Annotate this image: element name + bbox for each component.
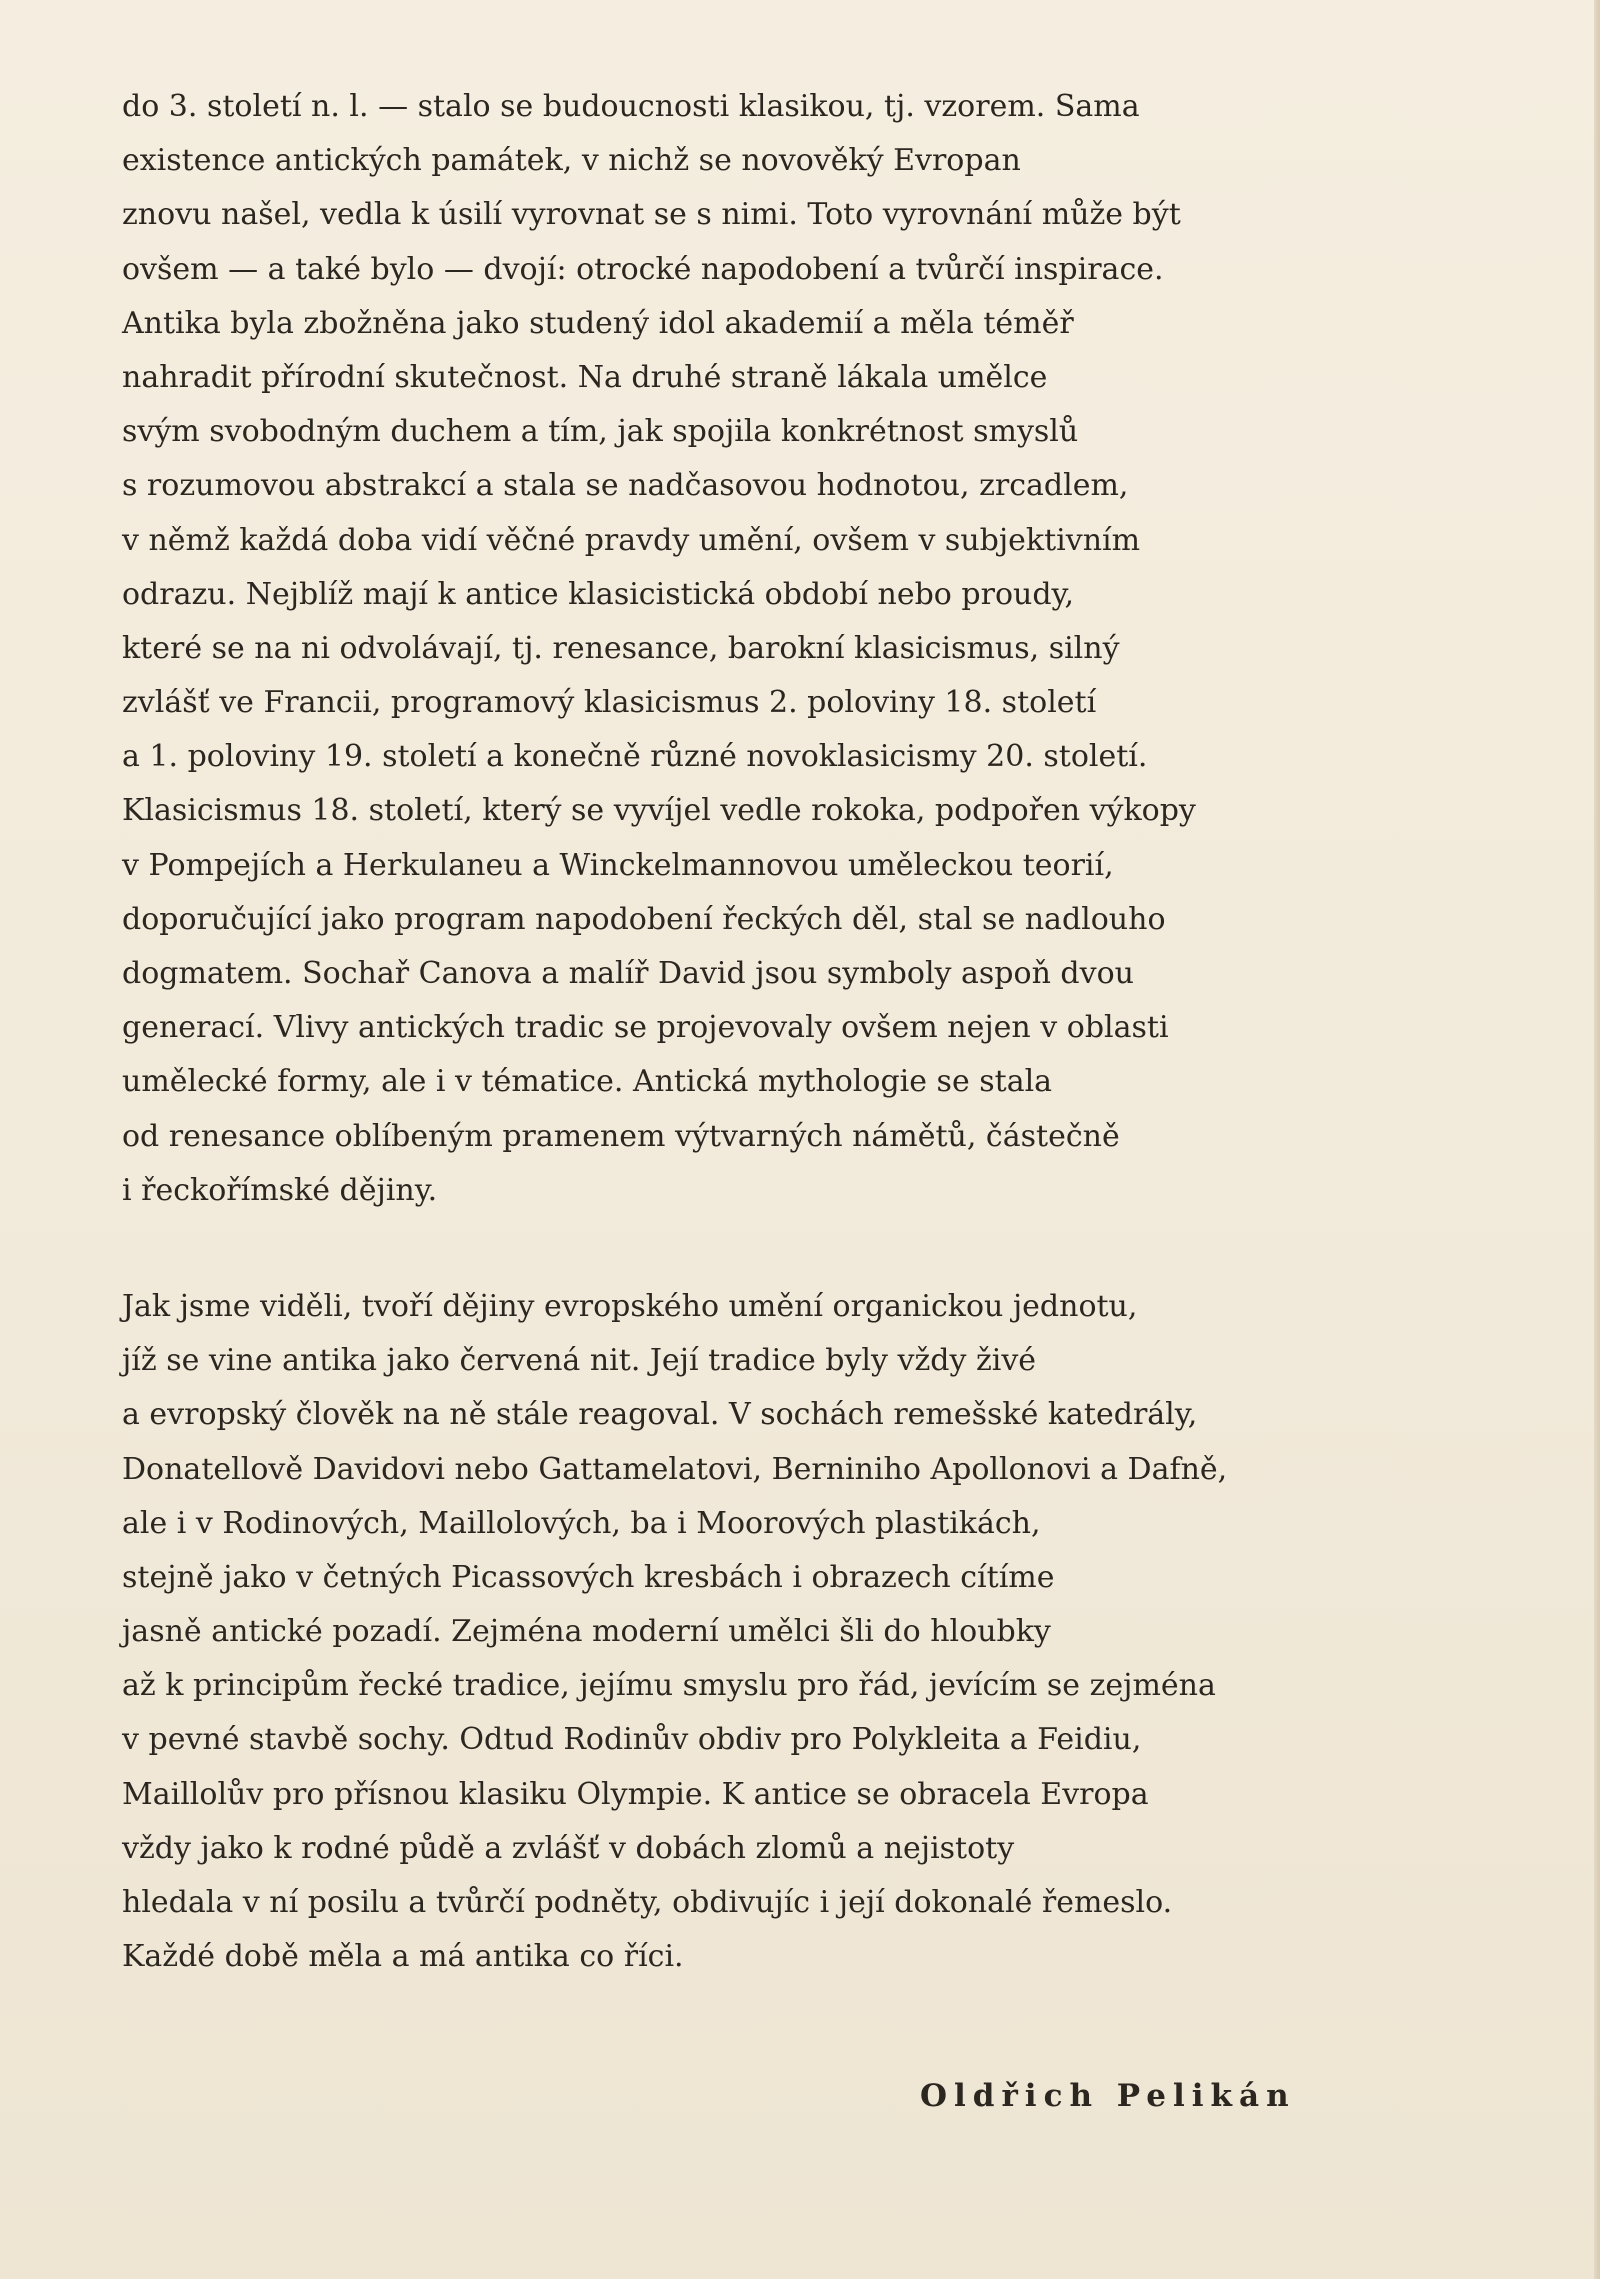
text-line: které se na ni odvolávají, tj. renesance, barokní klasicismus, silný <box>122 630 1120 666</box>
text-line: hledala v ní posilu a tvůrčí podněty, obdivujíc i její dokonalé řemeslo. <box>122 1885 1173 1920</box>
paragraph-gap <box>122 1218 1522 1280</box>
text-line: s rozumovou abstrakcí a stala se nadčasovou hodnotou, zrcadlem, <box>122 468 1129 504</box>
text-line: i řeckořímské dějiny. <box>122 1172 438 1208</box>
text-line: generací. Vlivy antických tradic se projevovaly ovšem nejen v oblasti <box>122 1010 1169 1046</box>
text-line: v Pompejích a Herkulaneu a Winckelmannovou uměleckou teorií, <box>122 847 1114 883</box>
text-line: svým svobodným duchem a tím, jak spojila konkrétnost smyslů <box>122 414 1079 450</box>
text-line: a evropský člověk na ně stále reagoval. V sochách remešské katedrály, <box>122 1397 1198 1433</box>
text-line: Klasicismus 18. století, který se vyvíjel vedle rokoka, podpořen výkopy <box>122 793 1196 829</box>
text-line: nahradit přírodní skutečnost. Na druhé straně lákala umělce <box>122 359 1048 395</box>
text-line: od renesance oblíbeným pramenem výtvarných námětů, částečně <box>122 1118 1120 1154</box>
text-line: ale i v Rodinových, Maillolových, ba i Moorových plastikách, <box>122 1505 1041 1541</box>
text-line: ovšem — a také bylo — dvojí: otrocké napodobení a tvůrčí inspirace. <box>122 251 1164 287</box>
text-line: Maillolův pro přísnou klasiku Olympie. K antice se obracela Evropa <box>122 1776 1149 1812</box>
text-line: Každé době měla a má antika co říci. <box>122 1939 684 1975</box>
text-line: znovu našel, vedla k úsilí vyrovnat se s nimi. Toto vyrovnání může být <box>122 197 1181 233</box>
text-line: zvlášť ve Francii, programový klasicismus 2. poloviny 18. století <box>122 685 1097 721</box>
text-line: jasně antické pozadí. Zejména moderní umělci šli do hloubky <box>122 1614 1051 1650</box>
text-line: vždy jako k rodné půdě a zvlášť v dobách zlomů a nejistoty <box>122 1830 1015 1866</box>
text-line: v pevné stavbě sochy. Odtud Rodinův obdiv pro Polykleita a Feidiu, <box>122 1722 1142 1758</box>
text-line: existence antických památek, v nichž se novověký Evropan <box>122 143 1021 179</box>
text-line: jíž se vine antika jako červená nit. Její tradice byly vždy živé <box>122 1343 1037 1379</box>
text-line: v němž každá doba vidí věčné pravdy umění, ovšem v subjektivním <box>122 522 1141 558</box>
paragraph-2 <box>122 1280 1522 1984</box>
text-line: dogmatem. Sochař Canova a malíř David jsou symboly aspoň dvou <box>122 956 1134 991</box>
text-line: až k principům řecké tradice, jejímu smyslu pro řád, jevícím se zejména <box>122 1668 1216 1704</box>
body-text <box>122 80 1522 1984</box>
text-line: Jak jsme viděli, tvoří dějiny evropského umění organickou jednotu, <box>122 1288 1138 1324</box>
text-line: Donatellově Davidovi nebo Gattamelatovi, Berniniho Apollonovi a Dafně, <box>122 1451 1228 1487</box>
text-line: do 3. století n. l. — stalo se budoucnosti klasikou, tj. vzorem. Sama <box>122 89 1140 124</box>
author-signature: Oldřich Pelikán <box>920 2078 1296 2114</box>
text-line: stejně jako v četných Picassových kresbách i obrazech cítíme <box>122 1559 1055 1595</box>
text-line: a 1. poloviny 19. století a konečně různé novoklasicismy 20. století. <box>122 739 1148 775</box>
page-edge <box>1594 0 1600 2279</box>
text-line: umělecké formy, ale i v tématice. Antická mythologie se stala <box>122 1064 1053 1100</box>
text-line: Antika byla zbožněna jako studený idol akademií a měla téměř <box>122 305 1074 341</box>
text-line: odrazu. Nejblíž mají k antice klasicistická období nebo proudy, <box>122 576 1075 612</box>
text-line: doporučující jako program napodobení řeckých děl, stal se nadlouho <box>122 901 1166 937</box>
paragraph-1 <box>122 80 1522 1218</box>
